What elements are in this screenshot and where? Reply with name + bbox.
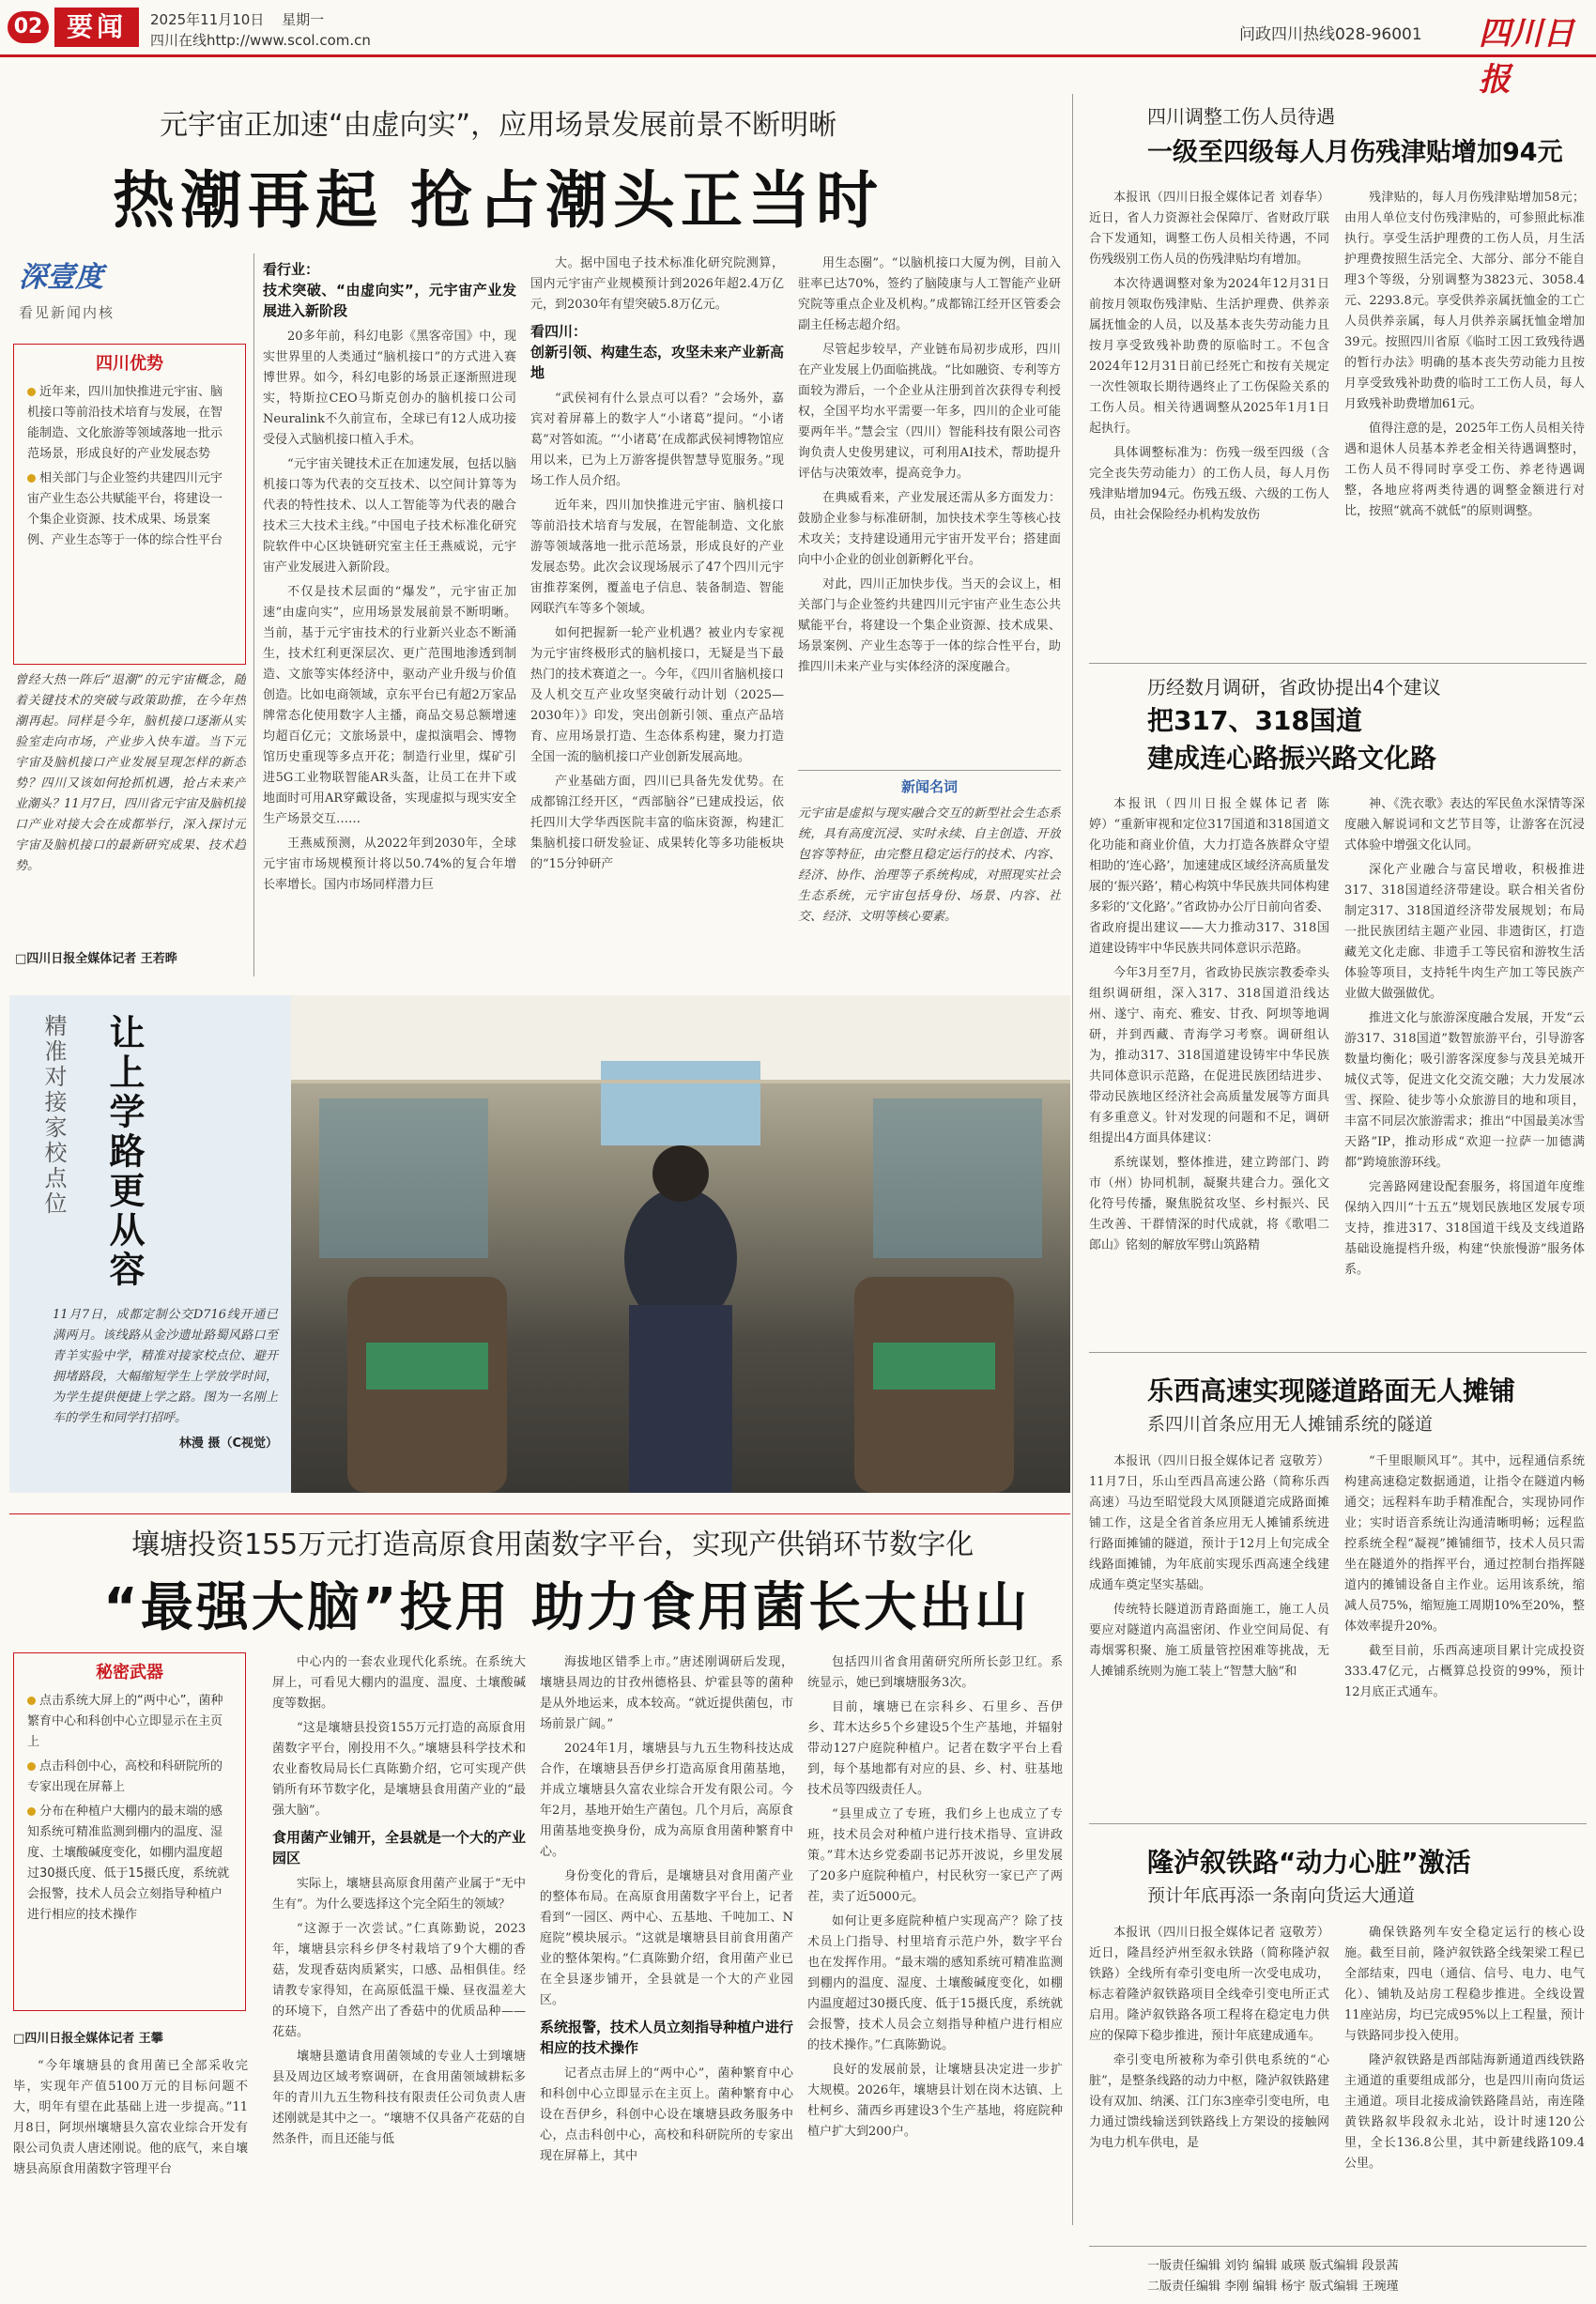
story2-subhead-2: 系统报警，技术人员立刻指导种植户进行相应的技术操作 (540, 2019, 793, 2056)
right2-headline: 把317、318国道 建成连心路振兴路文化路 (1147, 705, 1437, 774)
hotline: 问政四川热线028-96001 (1239, 25, 1422, 44)
right3-subtitle: 系四川首条应用无人摊铺系统的隧道 (1147, 1414, 1434, 1435)
paragraph: 尽管起步较早，产业链布局初步成形，四川在产业发展上仍面临挑战。“比如融资、专利等方面较为滞后，一个企业从注册到首次获得专利授权，全国平均水平需要一年多，四川的企业可能要两年半。”慧会宝（四川）智能科技有限公司咨询负责人史俊男建议，可利用AI技术，帮助提升评估与决策效率，提高竞争力。 (798, 343, 1061, 481)
paragraph: 壤塘县邀请食用菌领域的专业人士到壤塘县及周边区域考察调研，在食用菌领域耕耘多年的青川九五生物科技有限责任公司负责人唐述刚就是其中之一。“壤塘不仅具备产花菇的自然条件，而且还能与低 (272, 2050, 526, 2146)
paragraph: “这源于一次尝试。”仁真陈勤说，2023年，壤塘县宗科乡伊冬村栽培了9个大棚的香菇，发现香菇肉质紧实，口感、品相俱佳。经请教专家得知，在高原低温干燥、昼夜温差大的环境下，自然产出了香菇中的优质品种——花菇。 (272, 1922, 526, 2039)
story2-subhead-1: 食用菌产业铺开，全县就是一个大的产业园区 (272, 1829, 526, 1866)
weapon-item: 点击科创中心，高校和科研院所的专家出现在屏幕上 (27, 1759, 223, 1794)
paragraph: 近年来，四川加快推进元宇宙、脑机接口等前沿技术培育与发展，在智能制造、文化旅游等领域落地一批示范场景，形成良好的产业发展态势。此次会议现场展示了47个四川元宇宙推荐案例，覆盖电子信息、装备制造、智能网联汽车等多个领域。 (530, 499, 784, 616)
paragraph: 如何把握新一轮产业机遇？被业内专家视为元宇宙终极形式的脑机接口，无疑是当下最热门的技术赛道之一。今年，《四川省脑机接口及人机交互产业攻坚突破行动计划（2025—2030年）》印发，突出创新引领、重点产品培育、应用场景打造、生态体系构建，聚力打造全国一流的脑机接口产业创新发展高地。 (530, 626, 784, 764)
column-tag: 深壹度 (19, 261, 103, 294)
bullet-icon (27, 1697, 36, 1705)
story2-column-3 (807, 1652, 1063, 2235)
weapon-item: 分布在种植户大棚内的最末端的感知系统可精准监测到棚内的温度、湿度、土壤酸碱度变化，如棚内温度超过30摄氏度、低于15摄氏度，系统就会报警，技术人员会立刻指导种植户进行相应的技术操作 (27, 1805, 230, 1922)
footer-editors-1: 一版责任编辑 刘钧 编辑 戚瑛 版式编辑 段景茜 (1147, 2259, 1399, 2273)
paragraph: 本报讯（四川日报全媒体记者 陈婷）“重新审视和定位317国道和318国道文化功能和商业价值，大力打造各族群众守望相助的‘连心路’，加速建成区域经济高质量发展的‘振兴路’，精心构筑中华民族共同体构建多彩的‘文化路’。”省政协办公厅日前向省委、省政府提出建议——大力推动317、318国道建设铸牢中华民族共同体意识示范路。 (1089, 797, 1329, 956)
paragraph: “今年壤塘县的食用菌已全部采收完毕，实现年产值5100万元的目标问题不大，明年有望在此基础上进一步提高。”11月8日，阿坝州壤塘县久富农业综合开发有限公司负责人唐述刚说。他的底气，来自壤塘县高原食用菌数字管理平台 (13, 2059, 248, 2176)
story1-intro: 曾经大热一阵后“退潮”的元宇宙概念，随着关键技术的突破与政策助推，在今年热潮再起。同样是今年，脑机接口逐渐从实验室走向市场，产业步入快车道。当下元宇宙及脑机接口产业发展呈现怎样的新态势？四川又该如何抢抓机遇，抢占未来产业潮头？11月7日，四川省元宇宙及脑机接口产业对接大会在成都举行，深入探讨元宇宙及脑机接口的最新研究成果、技术趋势。 (15, 673, 246, 873)
story2-column-0 (13, 2056, 248, 2235)
photo-caption-block (53, 1305, 278, 1483)
right4-column-1 (1089, 1923, 1329, 2236)
paragraph: 本次待遇调整对象为2024年12月31日前按月领取伤残津贴、生活护理费、供养亲属抚恤金的人员，以及基本丧失劳动能力且按月享受致残补助费的原临时工。不包含2024年12月31日前已经死亡和按有关规定一次性领取长期待遇终止了工伤保险关系的工伤人员。相关待遇调整从2025年1月1日起执行。 (1089, 277, 1329, 436)
paragraph: 实际上，壤塘县高原食用菌产业属于“无中生有”。为什么要选择这个完全陌生的领域？ (272, 1877, 526, 1912)
paragraph: 今年3月至7月，省政协民族宗教委牵头组织调研组，深入317、318国道沿线达州、遂宁、南充、雅安、甘孜、阿坝等地调研，并到西藏、青海学习考察。调研组认为，推动317、318国道建设铸牢中华民族共同体意识示范路，在促进民族团结进步、带动民族地区经济社会高质量发展等方面具有多重意义。针对发现的问题和不足，调研组提出4方面具体建议： (1089, 966, 1329, 1145)
right4-subtitle: 预计年底再添一条南向货运大通道 (1147, 1885, 1416, 1906)
story1-column-3 (798, 253, 1061, 742)
masthead (0, 0, 1596, 99)
paper-logo: 四川日报 (1479, 15, 1574, 99)
column-tag-block (19, 253, 197, 322)
paragraph: 身份变化的背后，是壤塘县对食用菌产业的整体布局。在高原食用菌数字平台上，记者看到“一园区、两中心、五基地、千吨加工、N庭院”模块展示。“这就是壤塘县目前食用菌产业的整体架构。”仁真陈勤介绍，食用菌产业已在全县逐步铺开，全县就是一个大的产业园区。 (540, 1869, 793, 2007)
footer-editors-2: 二版责任编辑 李刚 编辑 杨宇 版式编辑 王琬瑾 (1147, 2280, 1399, 2294)
paragraph: 2024年1月，壤塘县与九五生物科技达成合作，在壤塘县吾伊乡打造高原食用菌基地，并成立壤塘县久富农业综合开发有限公司。今年2月，基地开始生产菌包。几个月后，高原食用菌基地变换身份，成为高原食用菌种繁育中心。 (540, 1742, 793, 1859)
paragraph: 目前，壤塘已在宗科乡、石里乡、吾伊乡、茸木达乡5个乡建设5个生产基地，并辐射带动127户庭院种植户。记者在数字平台上看到，每个基地都有对应的县、乡、村、驻基地技术员等四级责任人。 (807, 1700, 1063, 1797)
paragraph: 本报讯（四川日报全媒体记者 寇敬芳）近日，隆昌经泸州至叙永铁路（简称隆泸叙铁路）全线所有牵引变电所一次受电成功，标志着隆泸叙铁路项目全线牵引变电所正式启用。隆泸叙铁路各项工程将在稳定电力供应的保障下稳步推进，预计年底建成通车。 (1089, 1926, 1329, 2043)
right4-headline: 隆泸叙铁路“动力心脏”激活 (1147, 1847, 1471, 1878)
right1-kicker: 四川调整工伤人员待遇 (1147, 105, 1335, 128)
right2-kicker: 历经数月调研，省政协提出4个建议 (1147, 676, 1441, 699)
paragraph: 海拔地区错季上市。”唐述刚调研后发现，壤塘县周边的甘孜州德格县、炉霍县等的菌种是从外地运来，成本较高。“就近提供菌包，市场前景广阔。” (540, 1655, 793, 1731)
story2-headline: “最强大脑”投用 助力食用菌长大出山 (103, 1577, 1031, 1638)
weapon-box (13, 1652, 246, 2011)
divider (9, 1513, 1070, 1514)
paragraph: 推进文化与旅游深度融合发展，开发“云游317、318国道”数智旅游平台，引导游客数量均衡化；吸引游客深度参与茂县羌城开城仪式等，促进文化交流交融；大力发展冰雪、探险、徒步等小众旅游目的地和项目，丰富不同层次旅游需求；推出“中国最美冰雪天路”IP，推动形成“欢迎一拉萨一加德满都”跨境旅游环线。 (1344, 1011, 1585, 1170)
divider (1089, 1823, 1587, 1824)
paragraph: “武侯祠有什么景点可以看？”会场外，嘉宾对着屏幕上的数字人“小诸葛”提问。“小诸葛”对答如流。“‘小诸葛’在成都武侯祠博物馆应用以来，已为上万游客提供智慧导览服务。”现场工作人员介绍。 (530, 392, 784, 488)
paragraph: 记者点击屏上的“两中心”，菌种繁育中心和科创中心立即显示在主页上。菌种繁育中心设在吾伊乡，科创中心设在壤塘县政务服务中心，点击科创中心，高校和科研院所的专家出现在屏幕上，其中 (540, 2066, 793, 2163)
paragraph: 在典威看来，产业发展还需从多方面发力：鼓励企业参与标准研制，加快技术孪生等核心技术攻关；支持建设通用元宇宙开发平台；搭建面向中小企业的创业创新孵化平台。 (798, 491, 1061, 567)
paragraph: 包括四川省食用菌研究所所长彭卫红。系统显示，她已到壤塘服务3次。 (807, 1655, 1063, 1690)
right4-column-2 (1344, 1923, 1585, 2236)
story2-kicker: 壤塘投资155万元打造高原食用菌数字平台，实现产供销环节数字化 (131, 1528, 974, 1561)
story1-kicker: 元宇宙正加速“由虚向实”，应用场景发展前景不断明晰 (160, 109, 837, 142)
bullet-icon (27, 1807, 36, 1816)
paragraph: 中心内的一套农业现代化系统。在系统大屏上，可看见大棚内的温度、温度、土壤酸碱度等数据。 (272, 1655, 526, 1711)
paragraph: 截至目前，乐西高速项目累计完成投资333.47亿元，占概算总投资的99%，预计12月底正式通车。 (1344, 1644, 1585, 1699)
story1-reporter: □四川日报全媒体记者 王若晔 (15, 952, 177, 966)
photo-caption: 11月7日，成都定制公交D716线开通已满两月。该线路从金沙遗址路蜀风路口至青羊实验中学，精准对接家校点位、避开拥堵路段，大幅缩短学生上学放学时间，为学生提供便捷上学之路。图为一名刚上车的学生和同学打招呼。 (53, 1308, 278, 1425)
paragraph: 残津贴的，每人月伤残津贴增加58元；由用人单位支付伤残津贴的，可参照此标准执行。享受生活护理费的工伤人员，月生活护理费按照生活完全、大部分、部分不能自理3个等级，分别调整为3823元、3058.4元、2293.8元。享受供养亲属抚恤金的工亡人员供养亲属，每人月供养亲属抚恤金增加39元。按照四川省原《临时工因工致残待遇的暂行办法》明确的基本丧失劳动能力且按月享受致残补助费的临时工工伤人员，每人月致残补助费增加61元。 (1344, 191, 1585, 411)
paragraph: 确保铁路列车安全稳定运行的核心设施。截至目前，隆泸叙铁路全线架梁工程已全部结束，四电（通信、信号、电力、电气化）、铺轨及站房工程稳步推进。全线设置11座站房，均已完成95%以上工程量，预计与铁路同步投入使用。 (1344, 1926, 1585, 2043)
right1-column-2 (1344, 188, 1585, 657)
story1-column-2 (530, 253, 784, 976)
paragraph: 本报讯（四川日报全媒体记者 刘春华）近日，省人力资源社会保障厅、省财政厅联合下发通知，调整工伤人员相关待遇，不同伤残级别工伤人员的伤残津贴均有增加。 (1089, 191, 1329, 267)
paragraph: 具体调整标准为：伤残一级至四级（含完全丧失劳动能力）的工伤人员，每人月伤残津贴增加94元。伤残五级、六级的工伤人员，由社会保险经办机构发放伤 (1089, 446, 1329, 522)
paragraph: 神、《洗衣歌》表达的军民鱼水深情等深度融入解说词和文艺节目等，让游客在沉浸式体验中增强文化认同。 (1344, 797, 1585, 852)
masthead-rule (0, 54, 1596, 57)
advantage-box (13, 344, 246, 665)
bullet-icon (27, 388, 36, 396)
paragraph: 本报讯（四川日报全媒体记者 寇敬芳）11月7日，乐山至西昌高速公路（简称乐西高速）马边至昭觉段大凤顶隧道完成路面摊铺工作，这是全省首条应用无人摊铺系统进行路面摊铺的隧道，预计于12月上旬完成全线路面摊铺，为年底前实现乐西高速全线建成通车奠定坚实基础。 (1089, 1454, 1329, 1592)
bullet-icon (27, 474, 36, 483)
paragraph: 传统特长隧道沥青路面施工，施工人员要应对隧道内高温密闭、作业空间局促、有毒烟雾积聚、施工质量管控困难等挑战，无人摊铺系统则为施工装上“智慧大脑”和 (1089, 1603, 1329, 1679)
story1-subhead-2: 看四川： 创新引领、构建生态，攻坚未来产业新高地 (530, 323, 784, 381)
bus-interior-illustration (291, 995, 1070, 1493)
right1-headline: 一级至四级每人月伤残津贴增加94元 (1147, 138, 1563, 167)
right2-column-1 (1089, 794, 1329, 1339)
paragraph: “县里成立了专班，我们乡上也成立了专班，技术员会对种植户进行技术指导、宣讲政策。”茸木达乡党委副书记苏开波说，乡里发展了20多户庭院种植户，村民秋穷一家已产了两茬，卖了近5000元。 (807, 1807, 1063, 1904)
column-subtitle: 看见新闻内核 (19, 304, 115, 321)
paragraph: “这是壤塘县投资155万元打造的高原食用菌数字平台，刚投用不久。”壤塘县科学技术和农业畜牧局局长仁真陈勤介绍，它可实现产供销所有环节数字化，是壤塘县食用菌产业的“最强大脑”。 (272, 1721, 526, 1818)
paragraph: 不仅是技术层面的“爆发”，元宇宙正加速“由虚向实”，应用场景发展前景不断明晰。当前，基于元宇宙技术的行业新兴业态不断涌生，技术红利更深层次、更广范围地渗透到制造、文旅等实体经济中，驱动产业升级与价值创造。比如电商领域，京东平台已有超2万家品牌常态化使用数字人主播，商品交易总额增速均超百亿元；文旅场景中，虚拟演唱会、博物馆历史重现等多点开花；制造行业里，煤矿引进5G工业物联智能AR头盔，让员工在井下或地面时可用AR穿戴设备，实现虚拟与现实安全生产场景交互…… (263, 585, 516, 826)
site-url[interactable]: 四川在线http://www.scol.com.cn (150, 32, 371, 49)
section-label: 要闻 (54, 8, 139, 47)
paragraph: 用生态圈”。“以脑机接口大厦为例，目前入驻率已达70%，签约了脑陵康与人工智能产业研究院等重点企业及机构。”成都锦江经开区管委会副主任杨志超介绍。 (798, 256, 1061, 332)
glossary-text: 元宇宙是虚拟与现实融合交互的新型社会生态系统，具有高度沉浸、实时永续、自主创造、开放包容等特征，由完整且稳定运行的技术、内容、经济、协作、治理等子系统构成，对照现实社会生态系统，元宇宙包括身份、场景、内容、社交、经济、文明等核心要素。 (798, 806, 1061, 924)
paragraph: 王燕威预测，从2022年到2030年，全球元宇宙市场规模预计将以50.74%的复合年增长率增长。国内市场同样潜力巨 (263, 837, 516, 892)
issue-date: 2025年11月10日 (150, 11, 265, 28)
paragraph: “元宇宙关键技术正在加速发展，包括以脑机接口等为代表的交互技术、以空间计算等为代表的特性技术、以人工智能等为代表的融合技术三大技术主线。”中国电子技术标准化研究院软件中心区块链研究室主任王燕威说，元宇宙产业发展进入新阶段。 (263, 457, 516, 575)
glossary-box (798, 770, 1061, 976)
paragraph: 系统谋划，整体推进，建立跨部门、跨市（州）协同机制，凝聚共建合力。强化文化符号传播，聚焦脱贫攻坚、乡村振兴、民生改善、干群情深的时代成就，将《歌唱二郎山》铭刻的解放军劈山筑路精 (1089, 1156, 1329, 1252)
paragraph: 值得注意的是，2025年工伤人员相关待遇和退休人员基本养老金相关待遇调整时，工伤人员不得同时享受工伤、养老待遇调整，各地应将两类待遇的调整金额进行对比，按照“就高不就低”的原则调整。 (1344, 422, 1585, 518)
divider (1072, 94, 1073, 2225)
paragraph: 大。据中国电子技术标准化研究院测算，国内元宇宙产业规模预计到2026年超2.4万亿元，到2030年有望突破5.8万亿元。 (530, 256, 784, 312)
right2-column-2 (1344, 794, 1585, 1339)
divider (1089, 1352, 1587, 1353)
divider (1089, 663, 1587, 664)
photo-side-title: 让上学路更从容 (103, 1014, 145, 1290)
right3-headline: 乐西高速实现隧道路面无人摊铺 (1147, 1375, 1516, 1406)
advantage-tag: 四川优势 (96, 354, 163, 374)
paragraph: 牵引变电所被称为牵引供电系统的“心脏”，是整条线路的动力中枢，隆泸叙铁路建设有双加、纳溪、江门东3座牵引变电所，电力通过馈线输送到铁路线上方架设的接触网为电力机车供电，是 (1089, 2053, 1329, 2150)
paragraph: “千里眼顺风耳”。其中，远程通信系统构建高速稳定数据通道，让指令在隧道内畅通交；远程料车助手精准配合，实现协同作业；实时语音系统让沟通清晰明畅；远程监控系统全程“凝视”摊铺细节，技术人员只需坐在隧道外的指挥平台，通过控制台指挥隧道内的摊铺设备自主作业。运用该系统，缩减人员75%，缩短施工周期10%至20%，整体效率提升20%。 (1344, 1454, 1585, 1634)
weapon-tag: 秘密武器 (96, 1663, 163, 1682)
paragraph: 深化产业融合与富民增收，积极推进317、318国道经济带建设。联合相关省份制定317、318国道经济带发展规划；布局一批民族团结主题产业园、非遗街区，打造藏羌文化走廊、非遗手工等民宿和游牧生活体验等项目，支持牦牛肉生产加工等民族产业做大做强做优。 (1344, 863, 1585, 1001)
issue-weekday: 星期一 (282, 11, 325, 28)
story1-headline: 热潮再起 抢占潮头正当时 (113, 164, 883, 237)
glossary-title: 新闻名词 (798, 770, 1061, 796)
advantage-item: 相关部门与企业签约共建四川元宇宙产业生态公共赋能平台，将建设一个集企业资源、技术成果、场景案例、产业生态等于一体的综合性平台 (27, 471, 223, 547)
paragraph: 产业基础方面，四川已具备先发优势。在成都锦江经开区，“西部脑谷”已建成投运，依托四川大学华西医院丰富的临床资源，构建汇集脑机接口研发验证、成果转化等多功能板块的“15分钟研产 (530, 775, 784, 871)
right3-column-2 (1344, 1452, 1585, 1808)
photo-side-subtitle: 精准对接家校点位 (40, 1014, 67, 1217)
right3-column-1 (1089, 1452, 1329, 1808)
paragraph: 隆泸叙铁路是西部陆海新通道西线铁路主通道的重要组成部分，也是四川南向货运主通道。项目北接成渝铁路隆昌站，南连隆黄铁路叙毕段叙永北站，设计时速120公里，全长136.8公里，其中新建线路109.4公里。 (1344, 2053, 1585, 2171)
paragraph: 20多年前，科幻电影《黑客帝国》中，现实世界里的人类通过“脑机接口”的方式进入赛博世界。如今，科幻电影的场景正逐渐照进现实，特斯拉CEO马斯克创办的脑机接口公司Neuralink不久前宣布，全球已有12人成功接受侵入式脑机接口植入手术。 (263, 330, 516, 447)
story2-column-2 (540, 1652, 793, 2235)
paragraph: 对此，四川正加快步伐。当天的会议上，相关部门与企业签约共建四川元宇宙产业生态公共赋能平台，将建设一个集企业资源、技术成果、场景案例、产业生态等于一体的综合性平台，助推四川未来产业与实体经济的深度融合。 (798, 577, 1061, 674)
story1-subhead-1: 看行业： 技术突破、“由虚向实”，元宇宙产业发展进入新阶段 (263, 261, 516, 319)
story2-column-1 (272, 1652, 526, 2235)
divider (253, 253, 254, 976)
bullet-icon (27, 1762, 36, 1771)
right1-column-1 (1089, 188, 1329, 657)
page-number-badge: 02 (8, 11, 49, 43)
story2-reporter: □四川日报全媒体记者 王攀 (13, 2032, 163, 2046)
photo-panel (9, 995, 1070, 1493)
photo-credit: 林漫 摄（C视觉） (178, 1436, 278, 1451)
paragraph: 如何让更多庭院种植户实现高产？除了技术员上门指导、村里培育示范户外，数字平台也在发挥作用。“最末端的感知系统可精准监测到棚内的温度、湿度、土壤酸碱度变化，如棚内温度超过30摄氏度、低于15摄氏度，系统就会报警，技术人员会立刻指导种植户进行相应的技术操作。”仁真陈勤说。 (807, 1914, 1063, 2052)
story1-column-1 (263, 253, 516, 976)
paragraph: 良好的发展前景，让壤塘县决定进一步扩大规模。2026年，壤塘县计划在岗木达镇、上杜柯乡、蒲西乡再建设3个生产基地，将庭院种植户扩大到200户。 (807, 2063, 1063, 2139)
paragraph: 完善路网建设配套服务，将国道年度维保纳入四川“十五五”规划民族地区发展专项支持，推进317、318国道干线及支线道路基础设施提档升级，构建“快旅慢游”服务体系。 (1344, 1180, 1585, 1277)
weapon-item: 点击系统大屏上的“两中心”，菌种繁育中心和科创中心立即显示在主页上 (27, 1694, 223, 1749)
divider (1089, 2246, 1587, 2247)
bus-photo (291, 995, 1070, 1493)
advantage-item: 近年来，四川加快推进元宇宙、脑机接口等前沿技术培育与发展，在智能制造、文化旅游等领域落地一批示范场景，形成良好的产业发展态势 (27, 385, 223, 461)
